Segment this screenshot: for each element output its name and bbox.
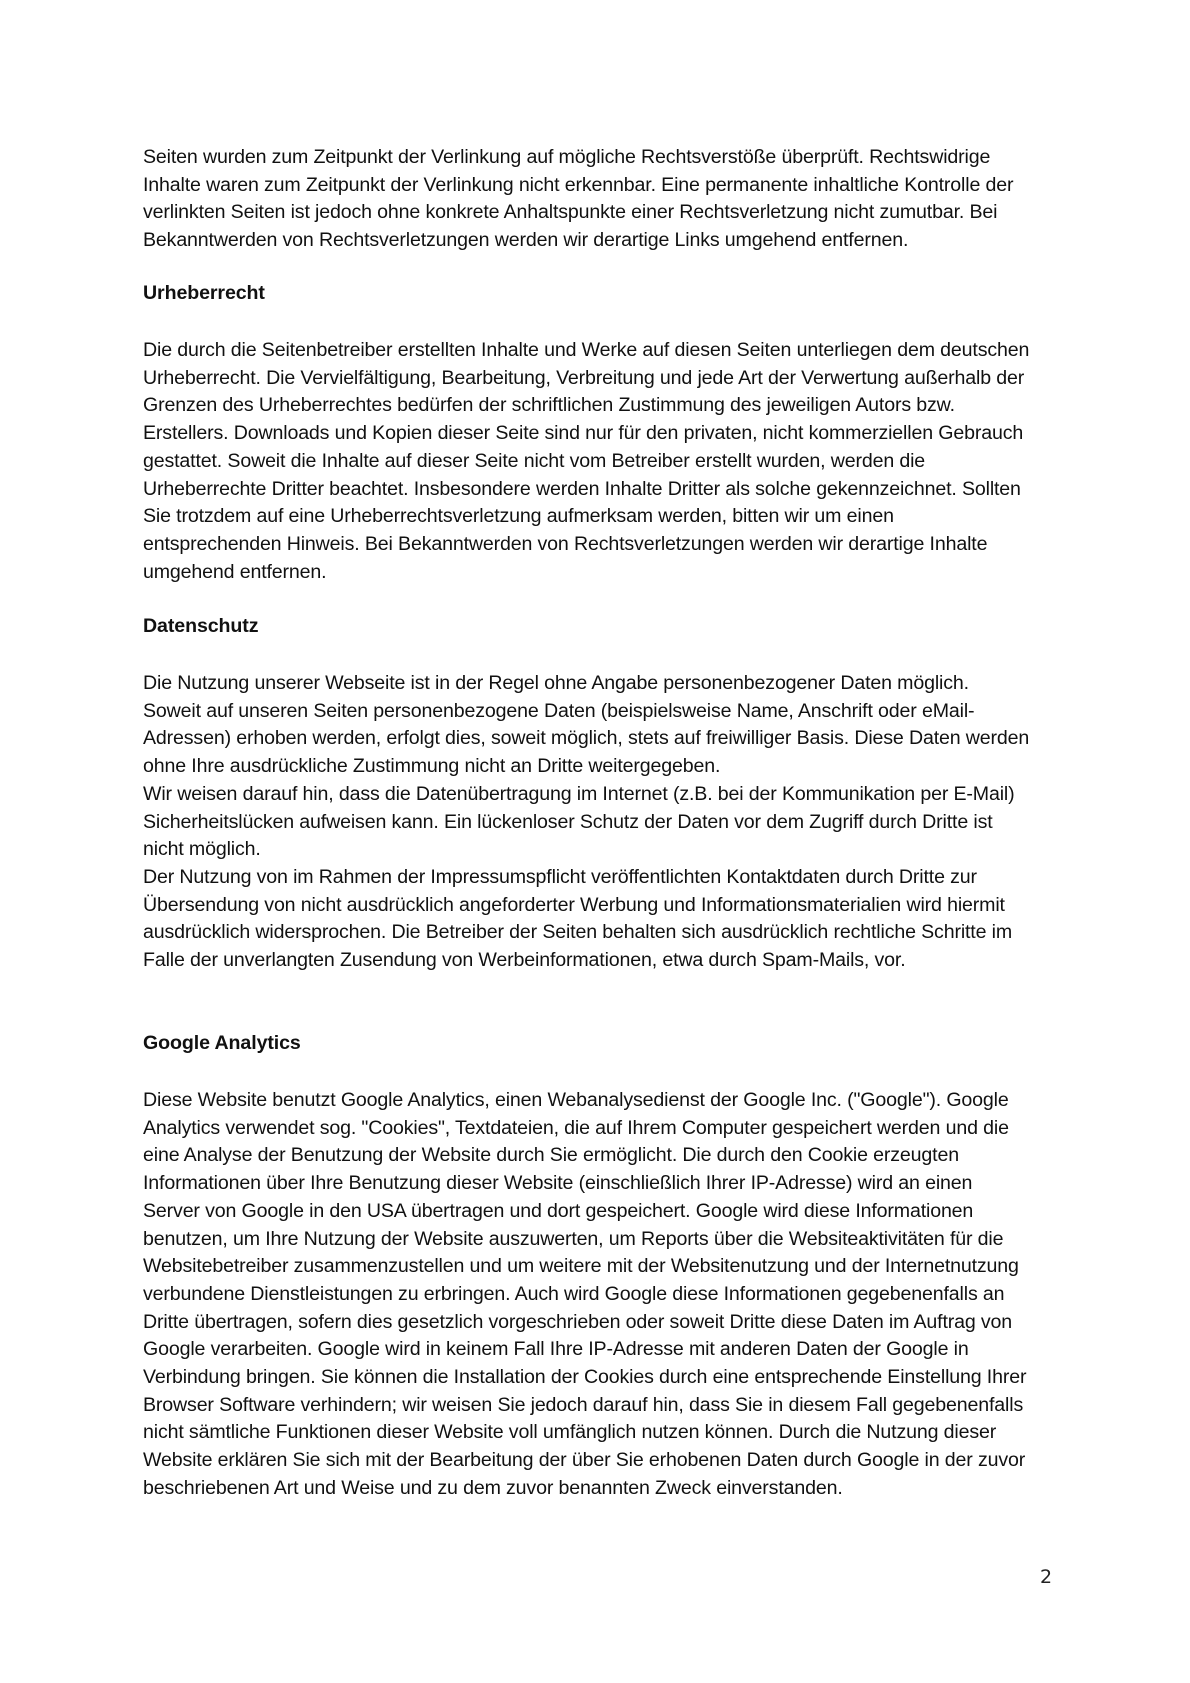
text-line: Verbindung bringen. Sie können die Installation der Cookies durch eine entsprechende Einstellung Ihrer [143,1366,1027,1389]
text-line: entsprechenden Hinweis. Bei Bekanntwerden von Rechtsverletzungen werden wir derartige Inhalte [143,532,988,555]
text-line: Die durch die Seitenbetreiber erstellten Inhalte und Werke auf diesen Seiten unterliegen dem deutschen [143,339,1030,361]
section-heading-google-analytics: Google Analytics [143,1032,301,1054]
text-line: Sie trotzdem auf eine Urheberrechtsverletzung aufmerksam werden, bitten wir um einen [143,505,894,528]
text-line: Sicherheitslücken aufweisen kann. Ein lückenloser Schutz der Daten vor dem Zugriff durch Dritte ist [143,810,993,833]
text-line: nicht möglich. [143,838,261,861]
text-line: Seiten wurden zum Zeitpunkt der Verlinkung auf mögliche Rechtsverstöße überprüft. Rechtswidrige [143,146,991,168]
google-analytics-paragraph [143,1087,1026,1503]
text-line: Adressen) erhoben werden, erfolgt dies, soweit möglich, stets auf freiwilliger Basis. Diese Daten werden [143,727,1030,750]
text-line: gestattet. Soweit die Inhalte auf dieser Seite nicht vom Betreiber erstellt wurden, werden die [143,449,926,472]
text-line: Falle der unverlangten Zusendung von Werbeinformationen, etwa durch Spam-Mails, vor. [143,949,906,972]
text-line: Informationen über Ihre Benutzung dieser Website (einschließlich Ihrer IP-Adresse) wird an einen [143,1172,973,1195]
text-line: verlinkten Seiten ist jedoch ohne konkrete Anhaltspunkte einer Rechtsverletzung nicht zumutbar. Bei [143,201,998,224]
section-heading-datenschutz: Datenschutz [143,615,259,637]
text-line: Browser Software verhindern; wir weisen Sie jedoch darauf hin, dass Sie in diesem Fall gegebenenfalls [143,1393,1024,1416]
page-number: 2 [1040,1566,1053,1588]
text-line: umgehend entfernen. [143,560,327,583]
text-line: Soweit auf unseren Seiten personenbezogene Daten (beispielsweise Name, Anschrift oder eMail- [143,699,975,722]
text-line: nicht sämtliche Funktionen dieser Website voll umfänglich nutzen können. Durch die Nutzung dieser [143,1421,997,1444]
text-line: Server von Google in den USA übertragen und dort gespeichert. Google wird diese Informationen [143,1199,974,1222]
text-line: Erstellers. Downloads und Kopien dieser Seite sind nur für den privaten, nicht kommerziellen Gebrauch [143,422,1024,445]
intro-paragraph [143,144,1013,255]
text-line: benutzen, um Ihre Nutzung der Website auszuwerten, um Reports über die Websiteaktivitäten für die [143,1227,1004,1250]
text-line: verbundene Dienstleistungen zu erbringen. Auch wird Google diese Informationen gegebenenfalls an [143,1282,1005,1305]
text-line: ausdrücklich widersprochen. Die Betreiber der Seiten behalten sich ausdrücklich rechtliche Schritte im [143,921,1013,944]
text-line: eine Analyse der Benutzung der Website durch Sie ermöglicht. Die durch den Cookie erzeugten [143,1144,959,1167]
text-line: Inhalte waren zum Zeitpunkt der Verlinkung nicht erkennbar. Eine permanente inhaltliche Kontrolle der [143,173,1014,196]
text-line: Wir weisen darauf hin, dass die Datenübertragung im Internet (z.B. bei der Kommunikation per E-Mail) [143,782,1015,805]
text-line: Übersendung von nicht ausdrücklich angeforderter Werbung und Informationsmaterialien wird hiermit [143,893,1005,916]
text-line: beschriebenen Art und Weise und zu dem zuvor benannten Zweck einverstanden. [143,1476,843,1499]
text-line: Die Nutzung unserer Webseite ist in der Regel ohne Angabe personenbezogener Daten möglich. [143,672,969,694]
text-line: Website erklären Sie sich mit der Bearbeitung der über Sie erhobenen Daten durch Google in der zuvor [143,1449,1026,1472]
text-line: Urheberrecht. Die Vervielfältigung, Bearbeitung, Verbreitung und jede Art der Verwertung außerhalb der [143,366,1025,389]
text-line: Bekanntwerden von Rechtsverletzungen werden wir derartige Links umgehend entfernen. [143,229,909,252]
text-line: Urheberrechte Dritter beachtet. Insbesondere werden Inhalte Dritter als solche gekennzeichnet. Sollten [143,477,1021,500]
text-line: ohne Ihre ausdrückliche Zustimmung nicht an Dritte weitergegeben. [143,755,721,778]
text-line: Der Nutzung von im Rahmen der Impressumspflicht veröffentlichten Kontaktdaten durch Dritte zur [143,865,977,888]
urheberrecht-paragraph [143,337,1029,586]
text-line: Dritte übertragen, sofern dies gesetzlich vorgeschrieben oder soweit Dritte diese Daten im Auftrag von [143,1310,1013,1333]
section-heading-urheberrecht: Urheberrecht [143,282,265,304]
text-line: Analytics verwendet sog. "Cookies", Textdateien, die auf Ihrem Computer gespeichert werden und die [143,1116,1009,1139]
text-line: Google verarbeiten. Google wird in keinem Fall Ihre IP-Adresse mit anderen Daten der Google in [143,1338,969,1361]
text-line: Websitebetreiber zusammenzustellen und um weitere mit der Websitenutzung und der Internetnutzung [143,1255,1019,1278]
datenschutz-paragraph [143,670,1029,975]
text-line: Grenzen des Urheberrechtes bedürfen der schriftlichen Zustimmung des jeweiligen Autors bzw. [143,394,955,417]
text-line: Diese Website benutzt Google Analytics, einen Webanalysedienst der Google Inc. ("Google"). Google [143,1089,1009,1111]
